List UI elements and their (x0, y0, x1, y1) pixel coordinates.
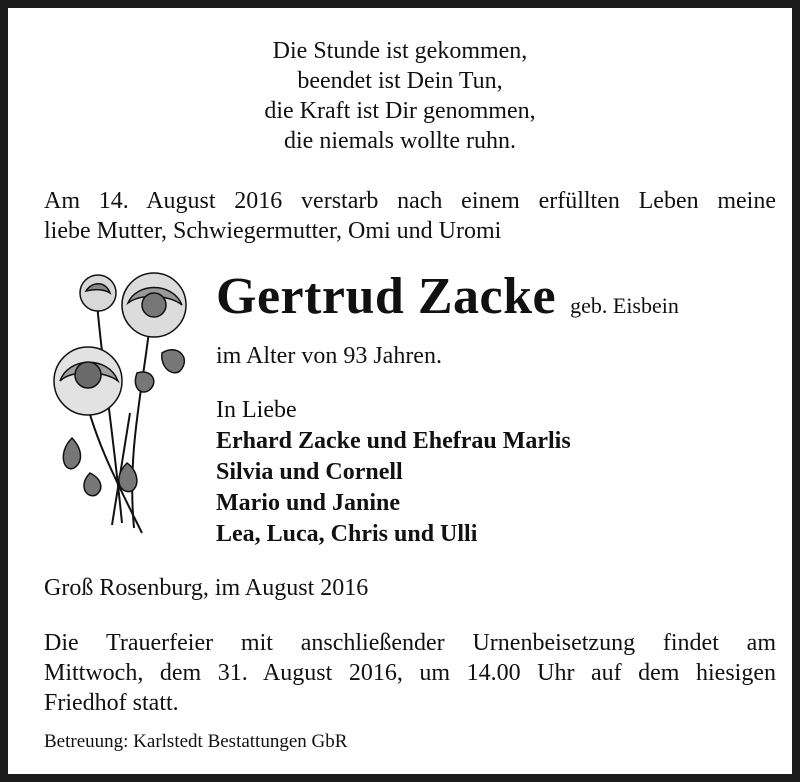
undertaker-credit: Betreuung: Karlstedt Bestattungen GbR (44, 731, 348, 752)
poem-line: beendet ist Dein Tun, (297, 68, 503, 94)
intro-text (44, 186, 776, 246)
poem-line: die Kraft ist Dir genommen, (264, 98, 536, 124)
mourners-heading: In Liebe (216, 397, 297, 423)
intro-line: Am 14. August 2016 verstarb nach einem erfüllten Leben meine (44, 188, 776, 214)
ceremony-text (44, 628, 776, 718)
poem-line: die niemals wollte ruhn. (284, 128, 516, 154)
ceremony-line: Die Trauerfeier mit anschließender Urnenbeisetzung findet am (44, 630, 776, 656)
birth-name: geb. Eisbein (570, 293, 679, 318)
poem (8, 36, 792, 156)
place-date: Groß Rosenburg, im August 2016 (44, 575, 369, 601)
mourner-name: Silvia und Cornell (216, 459, 403, 485)
mourner-name: Lea, Luca, Chris und Ulli (216, 521, 478, 547)
mourner-name: Mario und Janine (216, 490, 401, 516)
age-text: im Alter von 93 Jahren. (216, 343, 442, 369)
ceremony-line: Friedhof statt. (44, 690, 179, 716)
mourners-block (216, 395, 571, 550)
intro-line: liebe Mutter, Schwiegermutter, Omi und Uromi (44, 218, 502, 244)
ceremony-line: Mittwoch, dem 31. August 2016, um 14.00 Uhr auf dem hiesigen (44, 660, 776, 686)
mourner-name: Erhard Zacke und Ehefrau Marlis (216, 428, 571, 454)
roses-illustration (42, 263, 202, 543)
poem-line: Die Stunde ist gekommen, (272, 38, 528, 64)
deceased-name: Gertrud Zacke (216, 268, 557, 325)
deceased-name-row (216, 266, 679, 328)
